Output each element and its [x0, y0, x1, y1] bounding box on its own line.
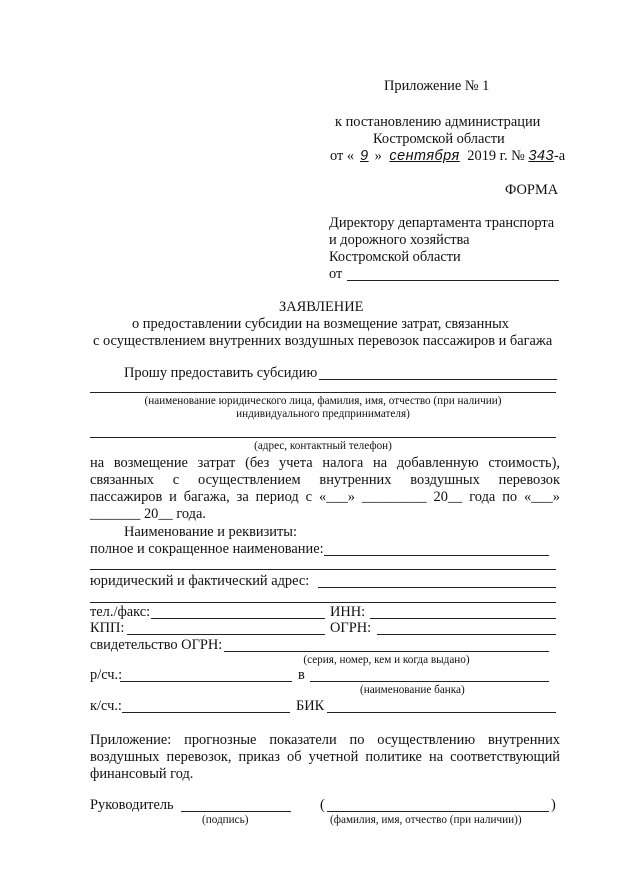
addressee-line-3: Костромской области: [329, 249, 461, 265]
hint-bank: (наименование банка): [360, 684, 465, 696]
date-mid: »: [374, 148, 382, 164]
corr-account-label: к/сч.:: [90, 698, 122, 714]
full-name-field[interactable]: [324, 555, 549, 556]
date-suffix: -а: [554, 148, 566, 164]
paragraph-line-2: связанных с осуществлением внутренних воздушных перевозок: [90, 472, 560, 488]
full-name-field-continued[interactable]: [90, 569, 556, 570]
date-number: 343: [528, 148, 555, 164]
subsidy-request-field[interactable]: [319, 379, 557, 380]
subsidy-request-label: Прошу предоставить субсидию: [124, 365, 318, 381]
legal-address-field-continued[interactable]: [90, 602, 556, 603]
region-line: Костромской области: [373, 131, 505, 147]
hint-applicant-name-2: индивидуального предпринимателя): [236, 408, 410, 420]
fio-field[interactable]: [327, 811, 549, 812]
kpp-field[interactable]: [127, 634, 325, 635]
form-label: ФОРМА: [505, 182, 559, 198]
ogrn-certificate-field[interactable]: [224, 651, 549, 652]
attachment-line-2: воздушных перевозок, приказ об учетной политике на соответствующий: [90, 749, 560, 765]
account-label: р/сч.:: [90, 667, 123, 683]
addressee-line-1: Директору департамента транспорта: [329, 215, 555, 231]
hint-certificate: (серия, номер, кем и когда выдано): [303, 654, 470, 666]
requisites-heading: Наименование и реквизиты:: [124, 524, 297, 540]
kpp-label: КПП:: [90, 620, 125, 636]
applicant-name-field[interactable]: [90, 392, 556, 393]
date-day: 9: [360, 148, 369, 164]
paragraph-line-1: на возмещение затрат (без учета налога на добавленную стоимость),: [90, 455, 560, 471]
date-month: сентября: [389, 148, 460, 164]
title-subline-2: с осуществлением внутренних воздушных перевозок пассажиров и багажа: [93, 333, 553, 349]
head-label: Руководитель: [90, 797, 174, 813]
fio-open-paren: (: [320, 797, 325, 813]
inn-field[interactable]: [370, 618, 556, 619]
legal-address-label: юридический и фактический адрес:: [90, 573, 310, 589]
decree-date-line: [330, 148, 565, 165]
bik-label: БИК: [296, 698, 325, 714]
paragraph-line-4: _______ 20__ года.: [90, 506, 206, 522]
phone-label: тел./факс:: [90, 604, 151, 620]
title-subline-1: о предоставлении субсидии на возмещение затрат, связанных: [132, 316, 509, 332]
account-field[interactable]: [120, 681, 292, 682]
attachment-line-3: финансовый год.: [90, 766, 194, 782]
full-name-label: полное и сокращенное наименование:: [90, 541, 324, 557]
paragraph-line-3: пассажиров и багажа, за период с «___» _________ 20__ года по «___»: [90, 489, 560, 505]
hint-signature: (подпись): [202, 814, 249, 826]
ogrn-label: ОГРН:: [330, 620, 372, 636]
addressee-line-2: и дорожного хозяйства: [329, 232, 470, 248]
applicant-address-field[interactable]: [90, 437, 556, 438]
legal-address-field[interactable]: [318, 587, 556, 588]
hint-address: (адрес, контактный телефон): [254, 440, 392, 452]
inn-label: ИНН:: [330, 604, 366, 620]
appendix-number: Приложение № 1: [384, 78, 490, 94]
bank-name-field[interactable]: [310, 681, 549, 682]
ogrn-certificate-label: свидетельство ОГРН:: [90, 637, 223, 653]
bank-in-label: в: [298, 667, 305, 683]
addressee-from-field[interactable]: [347, 280, 559, 281]
to-decree-line: к постановлению администрации: [335, 114, 541, 130]
signature-field[interactable]: [181, 811, 291, 812]
bik-field[interactable]: [327, 712, 556, 713]
document-title: ЗАЯВЛЕНИЕ: [279, 299, 364, 315]
date-year: 2019 г. №: [467, 148, 525, 164]
phone-field[interactable]: [151, 618, 325, 619]
addressee-from-label: от: [329, 266, 343, 282]
ogrn-field[interactable]: [377, 634, 556, 635]
fio-close-paren: ): [551, 797, 556, 813]
corr-account-field[interactable]: [122, 712, 290, 713]
attachment-line-1: Приложение: прогнозные показатели по осуществлению внутренних: [90, 732, 560, 748]
date-prefix: от «: [330, 148, 355, 164]
hint-fio: (фамилия, имя, отчество (при наличии)): [330, 814, 522, 826]
hint-applicant-name-1: (наименование юридического лица, фамилия, имя, отчество (при наличии): [144, 395, 502, 407]
